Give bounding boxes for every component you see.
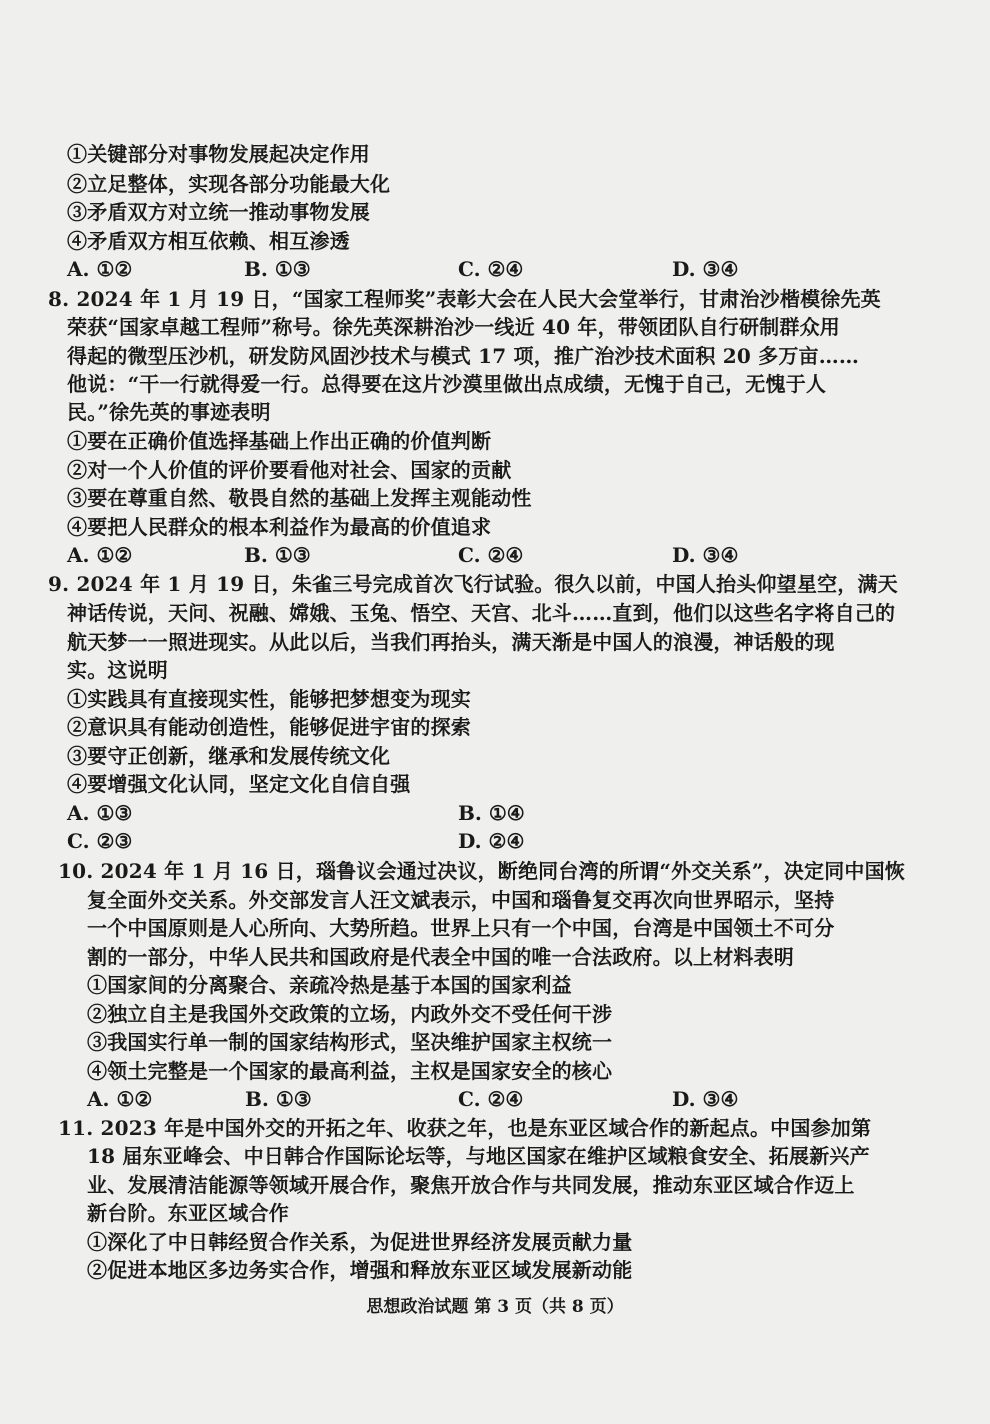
q10-item-2: ②独立自主是我国外交政策的立场，内政外交不受任何干涉 [87,1002,613,1026]
q10-stem-line-3: 一个中国原则是人心所向、大势所趋。世界上只有一个中国，台湾是中国领土不可分 [87,916,835,940]
q9-option-c: C. ②③ [67,829,133,853]
q7-item-3: ③矛盾双方对立统一推动事物发展 [67,200,370,224]
q10-option-a: A. ①② [87,1087,153,1111]
q8-option-d: D. ③④ [672,543,739,567]
q7-option-d: D. ③④ [672,257,739,281]
q9-stem-line-4: 实。这说明 [67,658,168,682]
q8-stem-line-4: 他说：“干一行就得爱一行。总得要在这片沙漠里做出点成绩，无愧于自己，无愧于人 [67,372,827,396]
q11-stem-line-1: 11. 2023 年是中国外交的开拓之年、收获之年，也是东亚区域合作的新起点。中国参加第 [58,1116,872,1140]
q9-option-b: B. ①④ [458,801,525,825]
q8-item-2: ②对一个人价值的评价要看他对社会、国家的贡献 [67,458,512,482]
q7-item-4: ④矛盾双方相互依赖、相互渗透 [67,229,350,253]
q9-item-1: ①实践具有直接现实性，能够把梦想变为现实 [67,687,471,711]
q10-item-3: ③我国实行单一制的国家结构形式，坚决维护国家主权统一 [87,1030,613,1054]
q11-item-1: ①深化了中日韩经贸合作关系，为促进世界经济发展贡献力量 [87,1230,633,1254]
q8-item-3: ③要在尊重自然、敬畏自然的基础上发挥主观能动性 [67,486,532,510]
q9-stem-line-3: 航天梦一一照进现实。从此以后，当我们再抬头，满天渐是中国人的浪漫，神话般的现 [67,630,835,654]
q10-stem-line-4: 割的一部分，中华人民共和国政府是代表全中国的唯一合法政府。以上材料表明 [87,945,794,969]
q8-stem-line-3: 得起的微型压沙机，研发防风固沙技术与模式 17 项，推广治沙技术面积 20 多万亩…… [67,344,860,368]
q10-item-4: ④领土完整是一个国家的最高利益，主权是国家安全的核心 [87,1059,613,1083]
q10-option-c: C. ②④ [458,1087,524,1111]
q9-option-a: A. ①③ [67,801,133,825]
q8-option-b: B. ①③ [244,543,311,567]
q7-option-a: A. ①② [67,257,133,281]
q9-stem-line-1: 9. 2024 年 1 月 19 日，朱雀三号完成首次飞行试验。很久以前，中国人抬头仰望星空，满天 [48,572,898,596]
q7-item-2: ②立足整体，实现各部分功能最大化 [67,172,391,196]
q8-option-a: A. ①② [67,543,133,567]
q8-stem-line-2: 荣获“国家卓越工程师”称号。徐先英深耕治沙一线近 40 年，带领团队自行研制群众用 [67,315,840,339]
q8-option-c: C. ②④ [458,543,524,567]
q10-item-1: ①国家间的分离聚合、亲疏冷热是基于本国的国家利益 [87,973,572,997]
q7-option-b: B. ①③ [244,257,311,281]
q10-stem-line-1: 10. 2024 年 1 月 16 日，瑙鲁议会通过决议，断绝同台湾的所谓“外交关系”，决定同中国恢 [58,859,905,883]
q11-stem-line-2: 18 届东亚峰会、中日韩合作国际论坛等，与地区国家在维护区域粮食安全、拓展新兴产 [87,1144,870,1168]
q8-stem-line-1: 8. 2024 年 1 月 19 日，“国家工程师奖”表彰大会在人民大会堂举行，甘肃治沙楷模徐先英 [48,287,881,311]
q7-option-c: C. ②④ [458,257,524,281]
q9-item-3: ③要守正创新，继承和发展传统文化 [67,744,391,768]
q7-item-1: ①关键部分对事物发展起决定作用 [67,142,370,166]
q11-stem-line-3: 业、发展清洁能源等领域开展合作，聚焦开放合作与共同发展，推动东亚区域合作迈上 [87,1173,855,1197]
q8-item-4: ④要把人民群众的根本利益作为最高的价值追求 [67,515,492,539]
q11-item-2: ②促进本地区多边务实合作，增强和释放东亚区域发展新动能 [87,1258,633,1282]
q10-option-b: B. ①③ [245,1087,312,1111]
q9-item-4: ④要增强文化认同，坚定文化自信自强 [67,772,411,796]
page-footer: 思想政治试题 第 3 页（共 8 页） [366,1297,624,1317]
q9-stem-line-2: 神话传说，天问、祝融、嫦娥、玉兔、悟空、天宫、北斗……直到，他们以这些名字将自己的 [67,601,896,625]
q11-stem-line-4: 新台阶。东亚区域合作 [87,1201,289,1225]
q9-option-d: D. ②④ [458,829,525,853]
q8-stem-line-5: 民。”徐先英的事迹表明 [67,400,271,424]
q10-stem-line-2: 复全面外交关系。外交部发言人汪文斌表示，中国和瑙鲁复交再次向世界昭示，坚持 [87,888,835,912]
q8-item-1: ①要在正确价值选择基础上作出正确的价值判断 [67,429,492,453]
q10-option-d: D. ③④ [672,1087,739,1111]
q9-item-2: ②意识具有能动创造性，能够促进宇宙的探索 [67,715,471,739]
